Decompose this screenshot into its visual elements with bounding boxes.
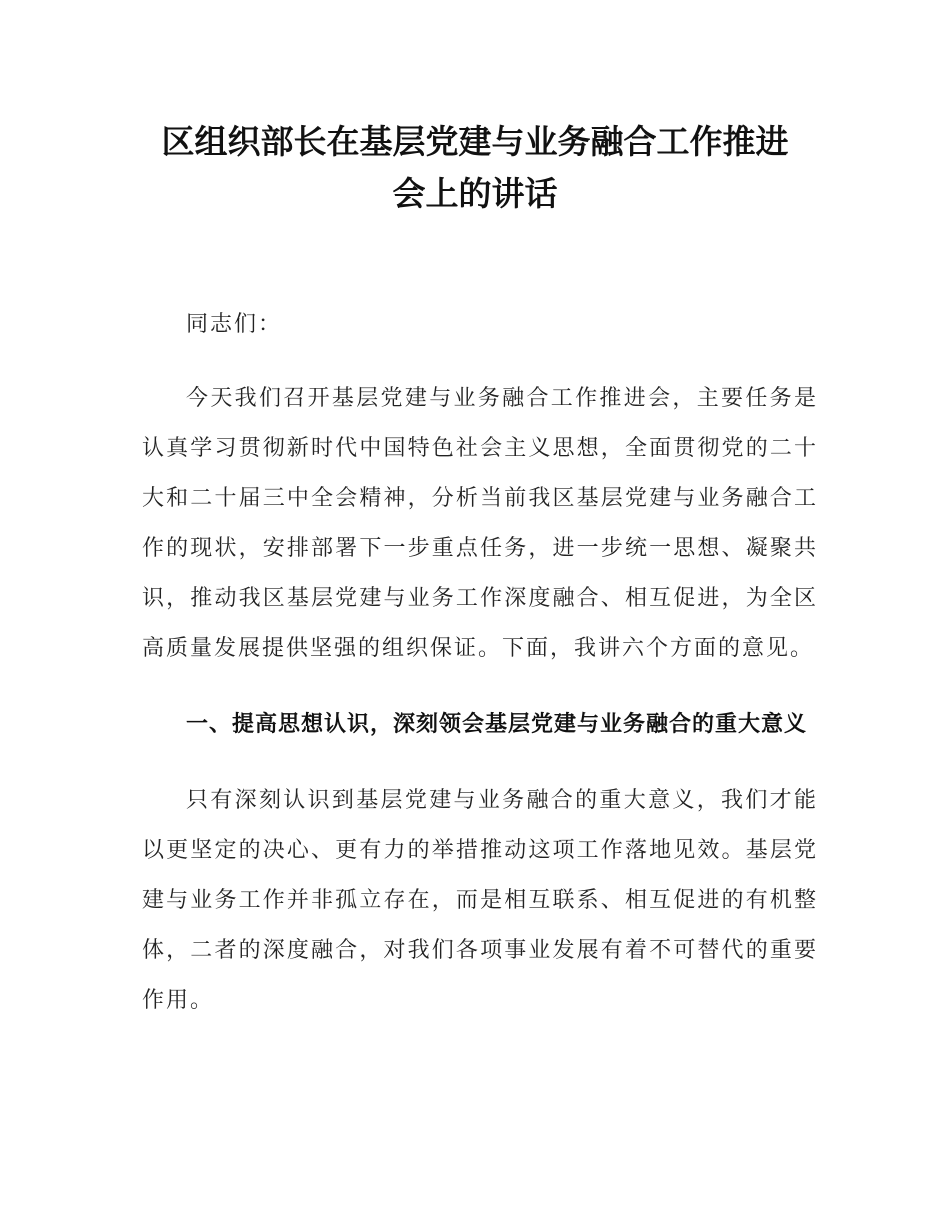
paragraph-section-1: 只有深刻认识到基层党建与业务融合的重大意义，我们才能以更坚定的决心、更有力的举措推动这项工作落地见效。基层党建与业务工作并非孤立存在，而是相互联系、相互促进的有机整体，二者的深度融合，对我们各项事业发展有着不可替代的重要作用。 [142, 788, 818, 1013]
section-heading-1: 一、提高思想认识，深刻领会基层党建与业务融合的重大意义 [186, 712, 808, 737]
title-line-1: 区组织部长在基层党建与业务融合工作推进 [161, 122, 789, 161]
greeting: 同志们： [186, 312, 283, 337]
paragraph-intro: 今天我们召开基层党建与业务融合工作推进会，主要任务是认真学习贯彻新时代中国特色社会主义思想，全面贯彻党的二十大和二十届三中全会精神，分析当前我区基层党建与业务融合工作的现状，安排部署下一步重点任务，进一步统一思想、凝聚共识，推动我区基层党建与业务工作深度融合、相互促进，为全区高质量发展提供坚强的组织保证。下面，我讲六个方面的意见。 [142, 386, 818, 661]
document-title [120, 116, 830, 220]
document-body [142, 300, 818, 1026]
title-line-2: 会上的讲话 [392, 174, 558, 213]
